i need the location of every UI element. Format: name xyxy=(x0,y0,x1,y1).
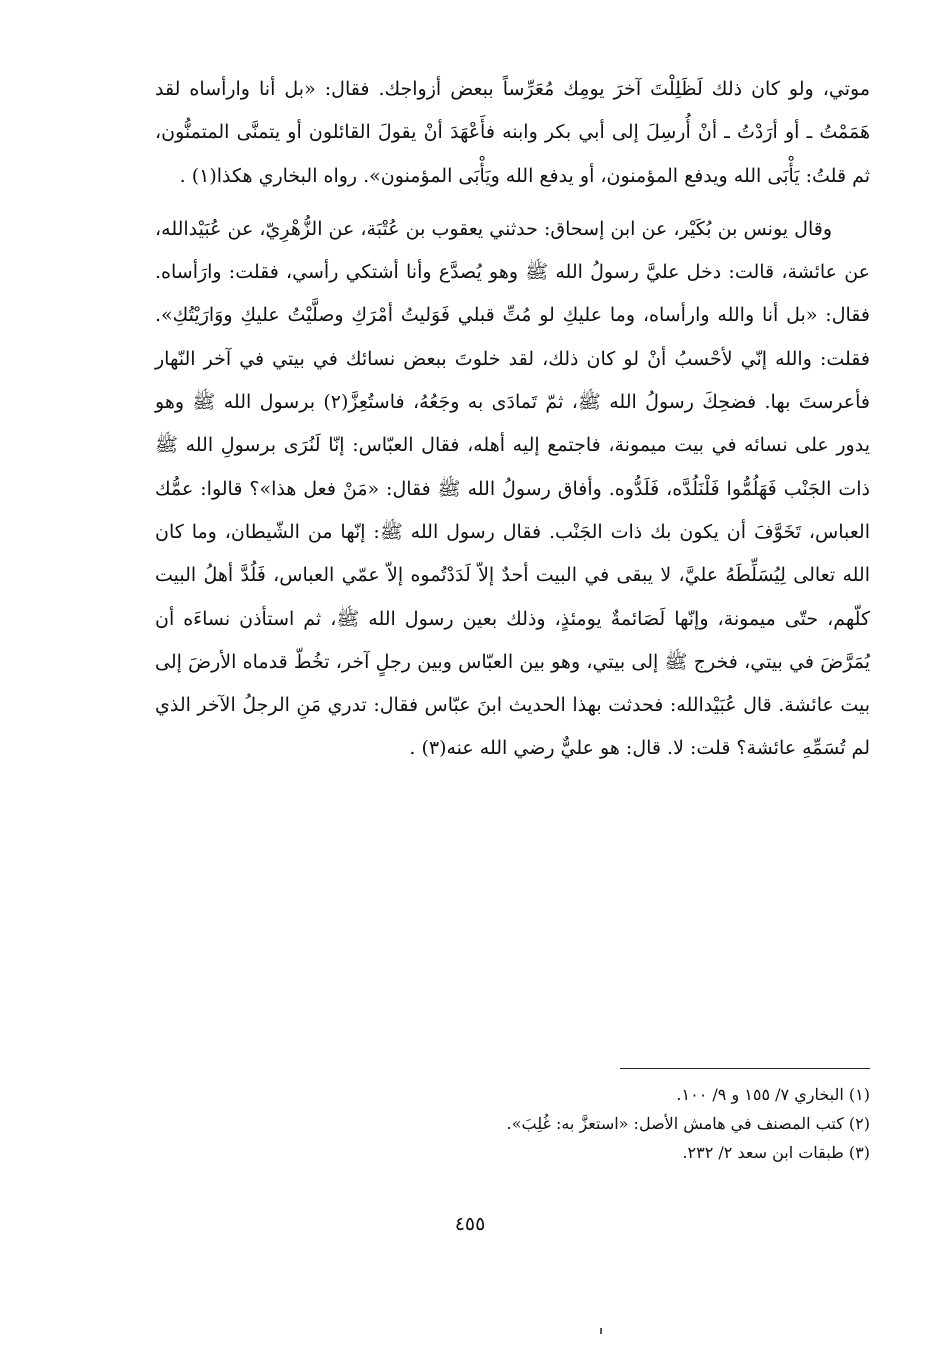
footnote-divider xyxy=(620,1068,870,1069)
paragraph-1: موتي، ولو كان ذلك لَظَلِلْتَ آخرَ يومِك مُعَرِّساً ببعض أزواجك. فقال: «بل أنا وارأساه لقد هَمَمْتُ ـ أو أرَدْتُ ـ أنْ أُرسِلَ إلى أبي بكر وابنه فأَعْهَدَ أنْ يقولَ القائلون أو يتمنَّى المتمنُّون، ثم قلتُ: يَأْبَى الله ويدفع المؤمنون، أو يدفع الله ويَأْبَى المؤمنون». رواه البخاري هكذا(١) . xyxy=(155,78,870,187)
paragraph-2: وقال يونس بن بُكَيْر، عن ابن إسحاق: حدثني يعقوب بن عُتْبَة، عن الزُّهْرِيّ، عن عُبَيْدالله، عن عائشة، قالت: دخل عليَّ رسولُ الله ﷺ وهو يُصدَّع وأنا أشتكي رأسي، فقلت: وارَأساه. فقال: «بل أنا والله وارأساه، وما عليكِ لو مُتِّ قبلي فَوَليتُ أمْرَكِ وصلَّيْتُ عليكِ ووَارَيْتُكِ». فقلت: والله إنّي لأحْسبُ أنْ لو كان ذلك، لقد خلوتَ ببعض نسائك في بيتي في آخر النّهار فأعرستَ بها. فضحِكَ رسولُ الله ﷺ، ثمّ تَمادَى به وجَعُهُ، فاستُعِزَّ(٢) برسول الله ﷺ وهو يدور على نسائه في بيت ميمونة، فاجتمع إليه أهله، فقال العبّاس: إنّا لَنُرَى برسولِ الله ﷺ ذات الجَنْب فَهَلُمُّوا فَلْنَلُدَّه، فَلَدُّوه. وأفاق رسولُ الله ﷺ فقال: «مَنْ فعل هذا»؟ قالوا: عمُّك العباس، تَخَوَّفَ أن يكون بك ذات الجَنْب. فقال رسول الله ﷺ: إنّها من الشّيطان، وما كان الله تعالى لِيُسَلِّطَهُ عليَّ، لا يبقى في البيت أحدٌ إلاّ لَدَدْتُموه إلاّ عمّي العباس، فَلُدَّ أهلُ البيت كلّهم، حتّى ميمونة، وإنّها لَصَائمةٌ يومئذٍ، وذلك بعين رسول الله ﷺ، ثم استأذن نساءَه أن يُمَرَّضَ في بيتي، فخرج ﷺ إلى بيتي، وهو بين العبّاس وبين رجلٍ آخر، تخُطّ قدماه الأرضَ إلى بيت عائشة. قال عُبَيْدالله: فحدثت بهذا الحديث ابنَ عبّاس فقال: تدري مَنِ الرجلُ الآخر الذي لم تُسَمِّهِ عائشة؟ قلت: لا. قال: هو عليٌّ رضي الله عنه(٣) . xyxy=(155,217,871,760)
footnote-2: (٢) كتب المصنف في هامش الأصل: «استعزَّ به: غُلِبَ». xyxy=(506,1114,870,1133)
footnote-1: (١) البخاري ٧/ ١٥٥ و ٩/ ١٠٠. xyxy=(676,1085,870,1104)
footnotes xyxy=(300,1080,870,1167)
main-text xyxy=(155,68,870,771)
scan-speck xyxy=(600,1328,602,1334)
page-number: ٤٥٥ xyxy=(454,1213,486,1235)
footnote-3: (٣) طبقات ابن سعد ٢/ ٢٣٢. xyxy=(682,1143,870,1162)
